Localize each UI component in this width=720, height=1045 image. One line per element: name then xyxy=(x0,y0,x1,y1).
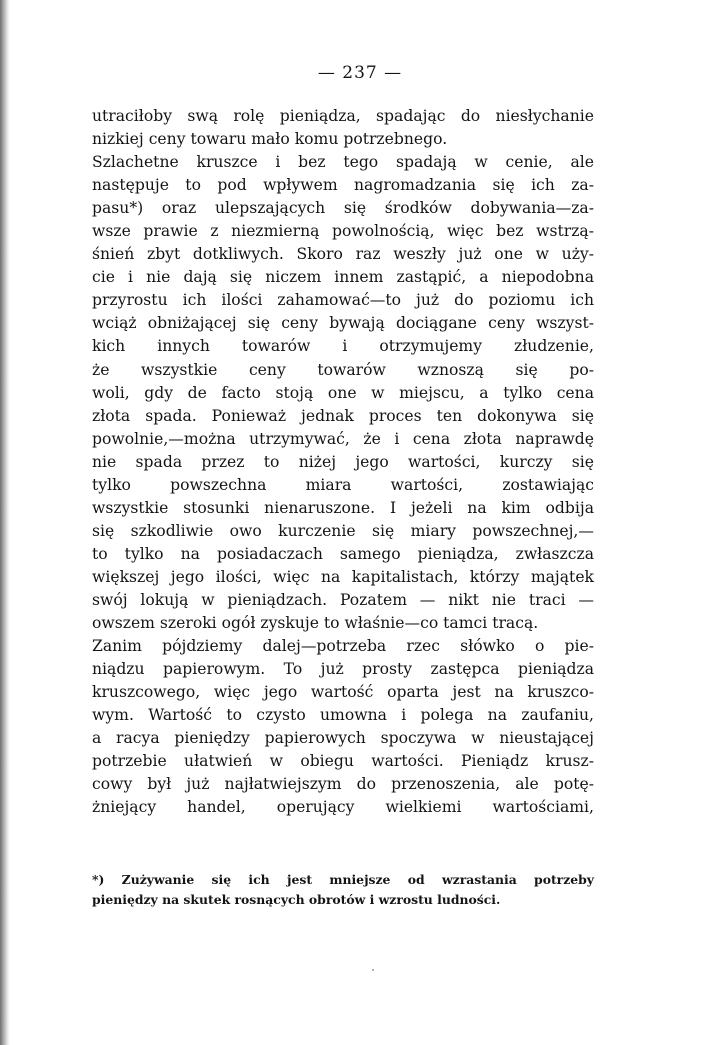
text-line: pasu*) oraz ulepszających się środków dobywania—za- xyxy=(92,199,594,218)
text-line: nie spada przez to niżej jego wartości, kurczy się xyxy=(92,452,594,471)
text-line: złota spada. Ponieważ jednak proces ten dokonywa się xyxy=(92,406,594,425)
text-line: śnień zbyt dotkliwych. Skoro raz weszły już one w uży- xyxy=(92,245,594,264)
text-line: Zanim pójdziemy dalej—potrzeba rzec słówko o pie- xyxy=(92,637,594,656)
text-line: powolnie,—można utrzymywać, że i cena złota naprawdę xyxy=(92,429,594,448)
text-line: nizkiej ceny towaru mało komu potrzebnego. xyxy=(92,130,448,149)
text-line: cowy był już najłatwiejszym do przenoszenia, ale potę- xyxy=(92,775,594,794)
text-line: wciąż obniżającej się ceny bywają dociągane ceny wszyst- xyxy=(92,314,594,333)
text-line: to tylko na posiadaczach samego pieniądza, zwłaszcza xyxy=(92,544,594,563)
text-line: wym. Wartość to czysto umowna i polega na zaufaniu, xyxy=(92,706,594,725)
text-line: cie i nie dają się niczem innem zastąpić, a niepodobna xyxy=(92,268,594,287)
text-line: niądzu papierowym. To już prosty zastępca pieniądza xyxy=(92,660,594,679)
body-text xyxy=(92,105,594,819)
footnote-line: *) Zużywanie się ich jest mniejsze od wzrastania potrzeby xyxy=(92,872,594,887)
text-line: się szkodliwie owo kurczenie się miary powszechnej,— xyxy=(92,521,594,540)
page-number: — 237 — xyxy=(317,63,403,83)
text-line: wszystkie stosunki nienaruszone. I jeżeli na kim odbija xyxy=(92,498,594,517)
text-line: kruszcowego, więc jego wartość oparta jest na kruszco- xyxy=(92,683,594,702)
text-line: że wszystkie ceny towarów wznoszą się po- xyxy=(92,360,594,379)
text-line: woli, gdy de facto stoją one w miejscu, a tylko cena xyxy=(92,383,594,402)
text-line: żniejący handel, operujący wielkiemi wartościami, xyxy=(92,798,594,817)
text-line: wsze prawie z niezmierną powolnością, więc bez wstrzą- xyxy=(92,222,594,241)
text-line: swój lokują w pieniądzach. Pozatem — nikt nie traci — xyxy=(92,590,594,609)
text-line: utraciłoby swą rolę pieniądza, spadając do niesłychanie xyxy=(92,107,594,125)
text-line: kich innych towarów i otrzymujemy złudzenie, xyxy=(92,337,594,356)
text-line: większej jego ilości, więc na kapitalistach, którzy majątek xyxy=(92,567,594,586)
text-line: przyrostu ich ilości zahamować—to już do poziomu ich xyxy=(92,291,594,310)
text-line: tylko powszechna miara wartości, zostawiając xyxy=(92,475,594,494)
text-line: Szlachetne kruszce i bez tego spadają w cenie, ale xyxy=(92,153,594,172)
page-binding-edge xyxy=(0,0,10,1045)
paper-speck xyxy=(372,969,374,971)
footnote xyxy=(92,870,594,910)
text-line: owszem szeroki ogół zyskuje to właśnie—co tamci tracą. xyxy=(92,614,539,633)
footnote-line: pieniędzy na skutek rosnących obrotów i wzrostu ludności. xyxy=(92,892,501,907)
text-line: następuje to pod wpływem nagromadzania się ich za- xyxy=(92,176,594,195)
text-line: a racya pieniędzy papierowych spoczywa w nieustającej xyxy=(92,729,594,748)
text-line: potrzebie ułatwień w obiegu wartości. Pieniądz krusz- xyxy=(92,752,594,771)
